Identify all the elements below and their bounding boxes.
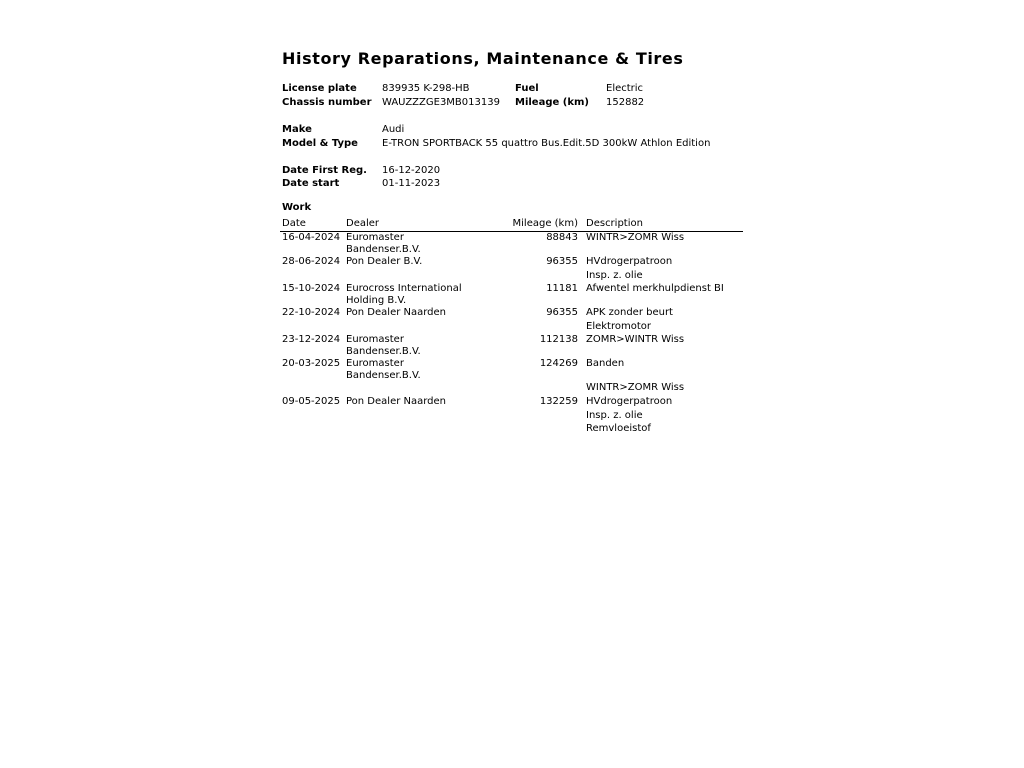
row-description: APK zonder beurt	[586, 307, 673, 319]
first-reg-value: 16-12-2020	[382, 165, 441, 176]
row-mileage	[482, 382, 584, 396]
chassis-number-value: WAUZZZGE3MB013139	[382, 97, 500, 108]
table-row	[280, 232, 743, 257]
row-mileage: 124269	[539, 358, 578, 370]
model-type-value: E-TRON SPORTBACK 55 quattro Bus.Edit.5D 300kW Athlon Edition	[382, 138, 711, 149]
page-title: History Reparations, Maintenance & Tires	[282, 49, 684, 68]
row-mileage: 112138	[539, 334, 578, 346]
row-dealer	[344, 423, 482, 437]
row-dealer	[344, 382, 482, 396]
row-mileage: 96355	[546, 256, 578, 267]
row-description: ZOMR>WINTR Wiss	[586, 334, 685, 346]
row-dealer: Pon Dealer B.V.	[346, 256, 423, 267]
license-plate-label: License plate	[282, 83, 357, 94]
row-date: 22-10-2024	[282, 307, 341, 319]
row-mileage	[482, 410, 584, 424]
row-date: 15-10-2024	[282, 283, 341, 295]
model-type-label: Model & Type	[282, 138, 358, 149]
header-mileage: Mileage (km)	[482, 216, 584, 232]
mileage-value: 152882	[606, 97, 645, 108]
row-mileage: 132259	[539, 395, 578, 407]
row-dealer: Pon Dealer Naarden	[346, 307, 447, 319]
row-mileage	[482, 423, 584, 437]
table-row	[280, 283, 743, 307]
row-date	[280, 321, 344, 335]
row-mileage: 11181	[546, 283, 578, 295]
table-row	[280, 410, 743, 424]
row-date	[280, 410, 344, 424]
table-row	[280, 382, 743, 396]
row-mileage: 96355	[546, 307, 578, 319]
date-start-label: Date start	[282, 178, 340, 189]
make-value: Audi	[382, 124, 405, 135]
header-description: Description	[584, 216, 743, 232]
row-mileage: 88843	[546, 232, 578, 243]
row-description: WINTR>ZOMR Wiss	[586, 232, 685, 243]
row-mileage	[482, 270, 584, 284]
work-table	[280, 216, 743, 437]
row-description: Insp. z. olie	[586, 409, 643, 421]
table-row	[280, 307, 743, 321]
row-dealer	[344, 270, 482, 284]
fuel-label: Fuel	[515, 83, 539, 94]
row-dealer: Euromaster Bandenser.B.V.	[346, 232, 421, 255]
header-date: Date	[280, 216, 344, 232]
row-dealer	[344, 410, 482, 424]
row-description: Banden	[586, 358, 625, 370]
table-row	[280, 334, 743, 358]
row-date: 28-06-2024	[282, 256, 341, 267]
header-dealer: Dealer	[344, 216, 482, 232]
row-dealer: Euromaster Bandenser.B.V.	[346, 334, 421, 358]
row-description: Remvloeistof	[586, 423, 651, 435]
row-mileage	[482, 321, 584, 335]
row-description: Insp. z. olie	[586, 269, 643, 281]
row-dealer: Eurocross International Holding B.V.	[346, 283, 462, 307]
row-description: HVdrogerpatroon	[586, 395, 673, 407]
chassis-number-label: Chassis number	[282, 97, 372, 108]
mileage-label: Mileage (km)	[515, 97, 589, 108]
row-description: Elektromotor	[586, 320, 651, 332]
date-start-value: 01-11-2023	[382, 178, 441, 189]
row-description: WINTR>ZOMR Wiss	[586, 382, 685, 394]
row-date	[280, 423, 344, 437]
row-date: 23-12-2024	[282, 334, 341, 346]
row-date: 20-03-2025	[282, 358, 341, 370]
table-row	[280, 321, 743, 335]
row-dealer: Pon Dealer Naarden	[346, 395, 447, 407]
row-date: 09-05-2025	[282, 395, 341, 407]
row-dealer	[344, 321, 482, 335]
work-section-label: Work	[282, 202, 312, 213]
table-row	[280, 396, 743, 410]
row-date	[280, 270, 344, 284]
license-plate-value: 839935 K-298-HB	[382, 83, 470, 94]
make-label: Make	[282, 124, 312, 135]
work-table-header	[280, 216, 743, 232]
table-row	[280, 423, 743, 437]
table-row	[280, 256, 743, 270]
row-dealer: Euromaster Bandenser.B.V.	[346, 358, 421, 382]
fuel-value: Electric	[606, 83, 644, 94]
table-row	[280, 270, 743, 284]
table-row	[280, 358, 743, 382]
first-reg-label: Date First Reg.	[282, 165, 367, 176]
row-description: HVdrogerpatroon	[586, 256, 673, 267]
row-date: 16-04-2024	[282, 232, 341, 243]
row-description: Afwentel merkhulpdienst BI	[586, 283, 724, 295]
row-date	[280, 382, 344, 396]
